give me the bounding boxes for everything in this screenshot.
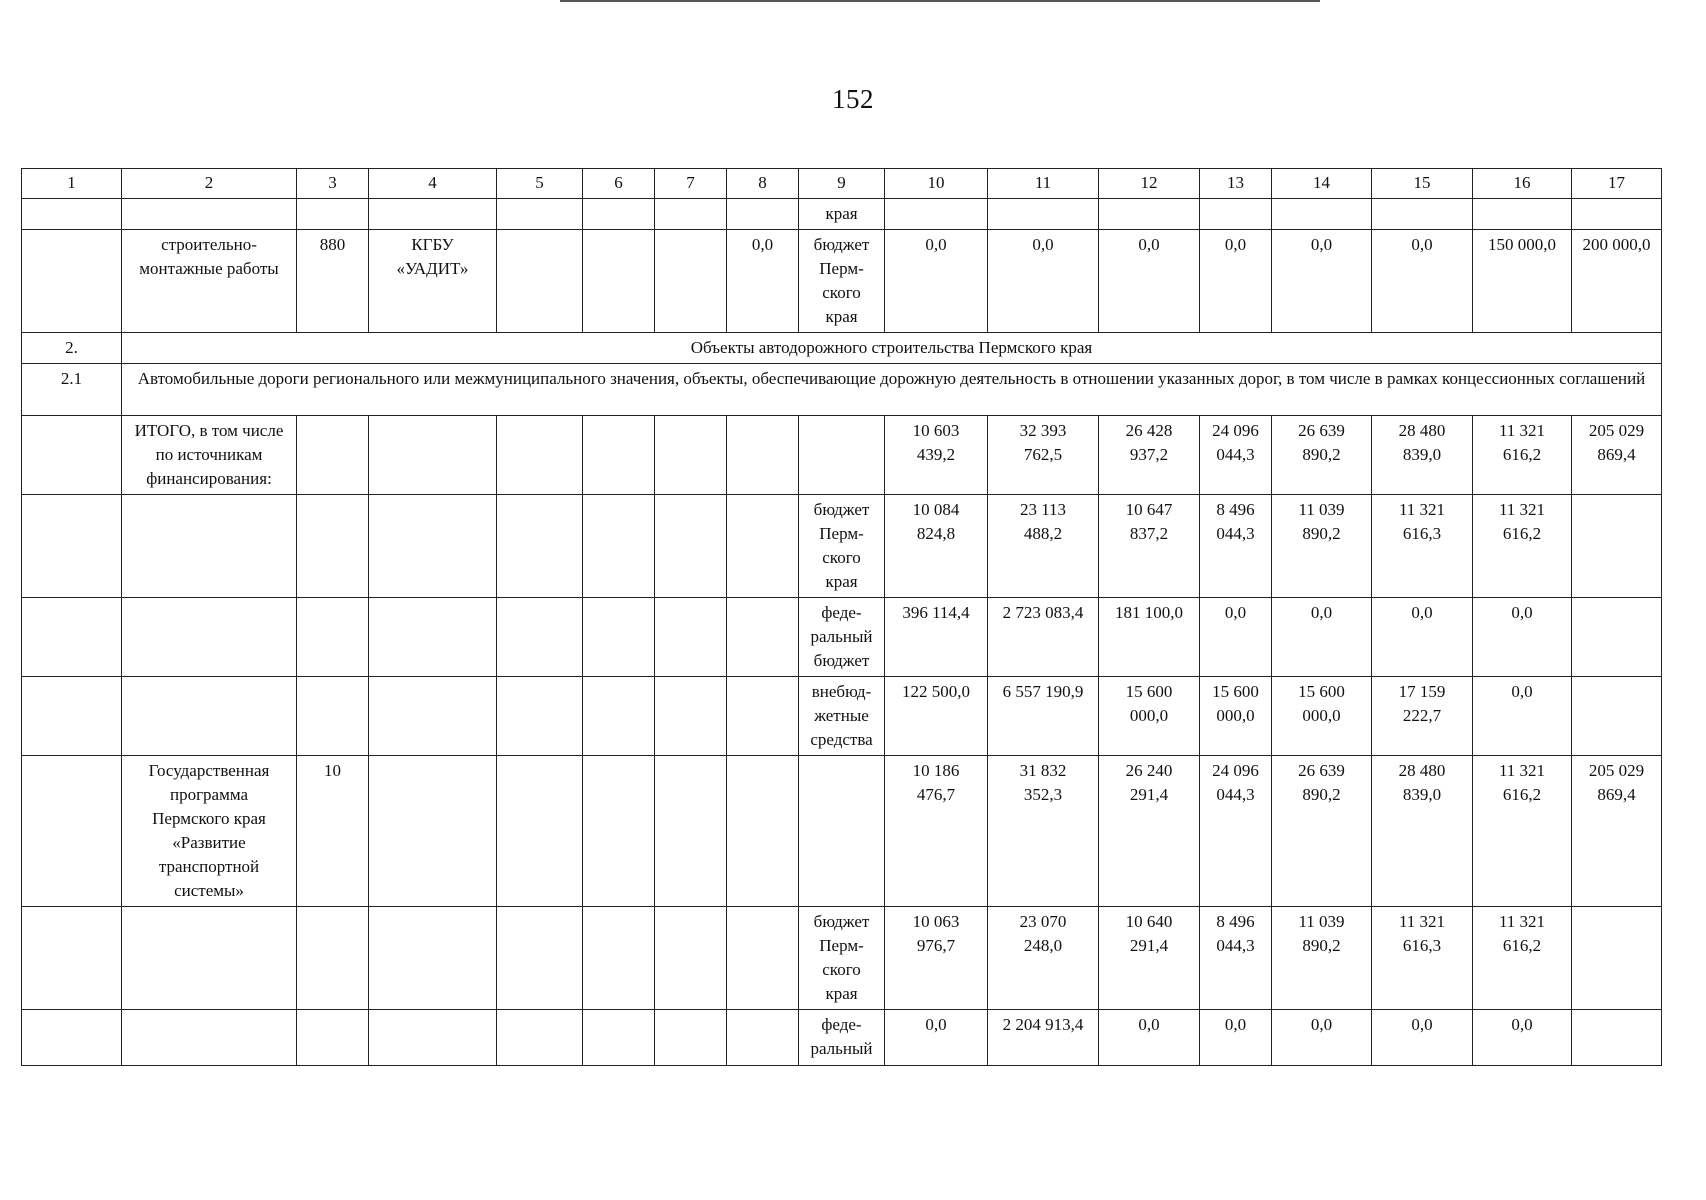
- cell-col3: [297, 1010, 369, 1066]
- page-number: 152: [832, 84, 874, 114]
- cell-col14: 11 039 890,2: [1272, 907, 1372, 1010]
- header-cell: 11: [988, 169, 1099, 199]
- header-cell: 4: [369, 169, 497, 199]
- cell-col6: [583, 1010, 655, 1066]
- table-row: [22, 1010, 1662, 1066]
- cell-col2: строительно- монтажные работы: [122, 230, 297, 333]
- cell-col14: 11 039 890,2: [1272, 495, 1372, 598]
- cell-col2: [122, 199, 297, 230]
- cell-col7: [655, 199, 727, 230]
- cell-col16: 150 000,0: [1473, 230, 1572, 333]
- cell-col13: 0,0: [1200, 1010, 1272, 1066]
- cell-col12: [1099, 199, 1200, 230]
- cell-col2: Государственная программа Пермского края «Развитие транспортной системы»: [122, 756, 297, 907]
- cell-col9: бюджет Перм- ского края: [799, 907, 885, 1010]
- cell-col7: [655, 416, 727, 495]
- cell-col14: [1272, 199, 1372, 230]
- cell-col4: КГБУ «УАДИТ»: [369, 230, 497, 333]
- cell-col16: 11 321 616,2: [1473, 907, 1572, 1010]
- header-cell: 15: [1372, 169, 1473, 199]
- header-cell: 1: [22, 169, 122, 199]
- header-cell: 8: [727, 169, 799, 199]
- cell-col7: [655, 1010, 727, 1066]
- cell-col8: [727, 677, 799, 756]
- cell-col10: 10 186 476,7: [885, 756, 988, 907]
- header-cell: 6: [583, 169, 655, 199]
- cell-col2: ИТОГО, в том числе по источникам финансирования:: [122, 416, 297, 495]
- cell-col17: [1572, 907, 1662, 1010]
- cell-col15: 11 321 616,3: [1372, 907, 1473, 1010]
- cell-col15: 28 480 839,0: [1372, 416, 1473, 495]
- cell-col16: 11 321 616,2: [1473, 756, 1572, 907]
- cell-col3: [297, 416, 369, 495]
- cell-col9: внебюд- жетные средства: [799, 677, 885, 756]
- cell-col2: [122, 598, 297, 677]
- cell-col11: 6 557 190,9: [988, 677, 1099, 756]
- cell-col11: 23 113 488,2: [988, 495, 1099, 598]
- cell-col17: 205 029 869,4: [1572, 416, 1662, 495]
- cell-col12: 0,0: [1099, 1010, 1200, 1066]
- cell-col6: [583, 756, 655, 907]
- section-row: [22, 333, 1662, 364]
- cell-col16: 0,0: [1473, 677, 1572, 756]
- cell-col14: 15 600 000,0: [1272, 677, 1372, 756]
- cell-col12: 0,0: [1099, 230, 1200, 333]
- header-cell: 12: [1099, 169, 1200, 199]
- cell-col1: [22, 199, 122, 230]
- cell-col12: 26 240 291,4: [1099, 756, 1200, 907]
- table-row: [22, 416, 1662, 495]
- cell-col4: [369, 756, 497, 907]
- header-cell: 13: [1200, 169, 1272, 199]
- cell-col9: бюджет Перм- ского края: [799, 230, 885, 333]
- cell-col15: 0,0: [1372, 598, 1473, 677]
- cell-col5: [497, 907, 583, 1010]
- cell-col8: [727, 907, 799, 1010]
- cell-col6: [583, 677, 655, 756]
- cell-col4: [369, 598, 497, 677]
- cell-col11: 2 204 913,4: [988, 1010, 1099, 1066]
- cell-col13: 24 096 044,3: [1200, 756, 1272, 907]
- scan-top-edge: [560, 0, 1320, 2]
- cell-col14: 26 639 890,2: [1272, 416, 1372, 495]
- cell-col11: 31 832 352,3: [988, 756, 1099, 907]
- cell-col3: [297, 677, 369, 756]
- subsection-number: 2.1: [22, 364, 122, 416]
- cell-col1: [22, 756, 122, 907]
- cell-col1: [22, 907, 122, 1010]
- cell-col16: 11 321 616,2: [1473, 495, 1572, 598]
- cell-col7: [655, 756, 727, 907]
- cell-col17: [1572, 1010, 1662, 1066]
- cell-col10: 10 084 824,8: [885, 495, 988, 598]
- cell-col8: [727, 495, 799, 598]
- subsection-title: Автомобильные дороги регионального или межмуниципального значения, объекты, обеспечивающие дорожную деятельность в отношении указанных дорог, в том числе в рамках концессионных соглашений: [122, 364, 1662, 416]
- cell-col4: [369, 907, 497, 1010]
- cell-col4: [369, 495, 497, 598]
- financing-table: [21, 168, 1662, 1066]
- table-row: [22, 756, 1662, 907]
- cell-col9: [799, 416, 885, 495]
- cell-col17: 200 000,0: [1572, 230, 1662, 333]
- cell-col1: [22, 598, 122, 677]
- cell-col12: 10 647 837,2: [1099, 495, 1200, 598]
- cell-col13: 24 096 044,3: [1200, 416, 1272, 495]
- header-cell: 7: [655, 169, 727, 199]
- cell-col8: [727, 1010, 799, 1066]
- cell-col9: [799, 756, 885, 907]
- cell-col8: [727, 199, 799, 230]
- cell-col14: 0,0: [1272, 598, 1372, 677]
- cell-col10: 122 500,0: [885, 677, 988, 756]
- cell-col1: [22, 677, 122, 756]
- header-cell: 10: [885, 169, 988, 199]
- cell-col7: [655, 677, 727, 756]
- cell-col10: 0,0: [885, 230, 988, 333]
- cell-col17: [1572, 199, 1662, 230]
- cell-col7: [655, 907, 727, 1010]
- cell-col13: 0,0: [1200, 598, 1272, 677]
- table-body: [22, 169, 1662, 1066]
- cell-col8: [727, 756, 799, 907]
- cell-col3: [297, 495, 369, 598]
- section-title: Объекты автодорожного строительства Пермского края: [122, 333, 1662, 364]
- table-row: [22, 598, 1662, 677]
- cell-col8: 0,0: [727, 230, 799, 333]
- cell-col15: 0,0: [1372, 1010, 1473, 1066]
- cell-col10: 10 603 439,2: [885, 416, 988, 495]
- table-row: [22, 199, 1662, 230]
- cell-col11: 23 070 248,0: [988, 907, 1099, 1010]
- cell-col7: [655, 230, 727, 333]
- cell-col16: 0,0: [1473, 1010, 1572, 1066]
- cell-col9: феде- ральный бюджет: [799, 598, 885, 677]
- cell-col3: [297, 199, 369, 230]
- cell-col8: [727, 416, 799, 495]
- table-row: [22, 677, 1662, 756]
- cell-col3: [297, 907, 369, 1010]
- cell-col5: [497, 1010, 583, 1066]
- cell-col17: [1572, 598, 1662, 677]
- cell-col2: [122, 1010, 297, 1066]
- cell-col11: 32 393 762,5: [988, 416, 1099, 495]
- cell-col15: [1372, 199, 1473, 230]
- cell-col6: [583, 199, 655, 230]
- cell-col8: [727, 598, 799, 677]
- cell-col5: [497, 677, 583, 756]
- header-cell: 5: [497, 169, 583, 199]
- cell-col1: [22, 230, 122, 333]
- cell-col12: 26 428 937,2: [1099, 416, 1200, 495]
- cell-col9: феде- ральный: [799, 1010, 885, 1066]
- cell-col9: края: [799, 199, 885, 230]
- cell-col12: 10 640 291,4: [1099, 907, 1200, 1010]
- cell-col6: [583, 495, 655, 598]
- header-cell: 17: [1572, 169, 1662, 199]
- cell-col13: 8 496 044,3: [1200, 495, 1272, 598]
- cell-col5: [497, 416, 583, 495]
- cell-col14: 0,0: [1272, 1010, 1372, 1066]
- cell-col15: 17 159 222,7: [1372, 677, 1473, 756]
- cell-col14: 26 639 890,2: [1272, 756, 1372, 907]
- cell-col13: [1200, 199, 1272, 230]
- cell-col6: [583, 230, 655, 333]
- cell-col3: 10: [297, 756, 369, 907]
- cell-col4: [369, 199, 497, 230]
- cell-col15: 11 321 616,3: [1372, 495, 1473, 598]
- cell-col5: [497, 230, 583, 333]
- cell-col16: 11 321 616,2: [1473, 416, 1572, 495]
- cell-col7: [655, 598, 727, 677]
- cell-col14: 0,0: [1272, 230, 1372, 333]
- header-row: [22, 169, 1662, 199]
- cell-col12: 15 600 000,0: [1099, 677, 1200, 756]
- cell-col7: [655, 495, 727, 598]
- cell-col6: [583, 416, 655, 495]
- cell-col6: [583, 598, 655, 677]
- header-cell: 16: [1473, 169, 1572, 199]
- cell-col13: 0,0: [1200, 230, 1272, 333]
- cell-col1: [22, 495, 122, 598]
- cell-col5: [497, 495, 583, 598]
- cell-col15: 0,0: [1372, 230, 1473, 333]
- cell-col15: 28 480 839,0: [1372, 756, 1473, 907]
- cell-col9: бюджет Перм- ского края: [799, 495, 885, 598]
- cell-col11: [988, 199, 1099, 230]
- table-row: [22, 230, 1662, 333]
- cell-col10: 10 063 976,7: [885, 907, 988, 1010]
- cell-col2: [122, 907, 297, 1010]
- cell-col10: [885, 199, 988, 230]
- cell-col17: [1572, 495, 1662, 598]
- cell-col17: [1572, 677, 1662, 756]
- cell-col6: [583, 907, 655, 1010]
- cell-col2: [122, 677, 297, 756]
- cell-col16: [1473, 199, 1572, 230]
- cell-col11: 2 723 083,4: [988, 598, 1099, 677]
- cell-col12: 181 100,0: [1099, 598, 1200, 677]
- cell-col2: [122, 495, 297, 598]
- cell-col5: [497, 199, 583, 230]
- cell-col17: 205 029 869,4: [1572, 756, 1662, 907]
- header-cell: 3: [297, 169, 369, 199]
- cell-col5: [497, 598, 583, 677]
- header-cell: 9: [799, 169, 885, 199]
- cell-col1: [22, 1010, 122, 1066]
- cell-col11: 0,0: [988, 230, 1099, 333]
- cell-col13: 8 496 044,3: [1200, 907, 1272, 1010]
- header-cell: 14: [1272, 169, 1372, 199]
- section-number: 2.: [22, 333, 122, 364]
- cell-col4: [369, 1010, 497, 1066]
- cell-col4: [369, 677, 497, 756]
- table-row: [22, 907, 1662, 1010]
- subsection-row: [22, 364, 1662, 416]
- cell-col10: 396 114,4: [885, 598, 988, 677]
- cell-col1: [22, 416, 122, 495]
- cell-col3: 880: [297, 230, 369, 333]
- cell-col3: [297, 598, 369, 677]
- cell-col13: 15 600 000,0: [1200, 677, 1272, 756]
- table-row: [22, 495, 1662, 598]
- header-cell: 2: [122, 169, 297, 199]
- cell-col10: 0,0: [885, 1010, 988, 1066]
- cell-col4: [369, 416, 497, 495]
- cell-col16: 0,0: [1473, 598, 1572, 677]
- cell-col5: [497, 756, 583, 907]
